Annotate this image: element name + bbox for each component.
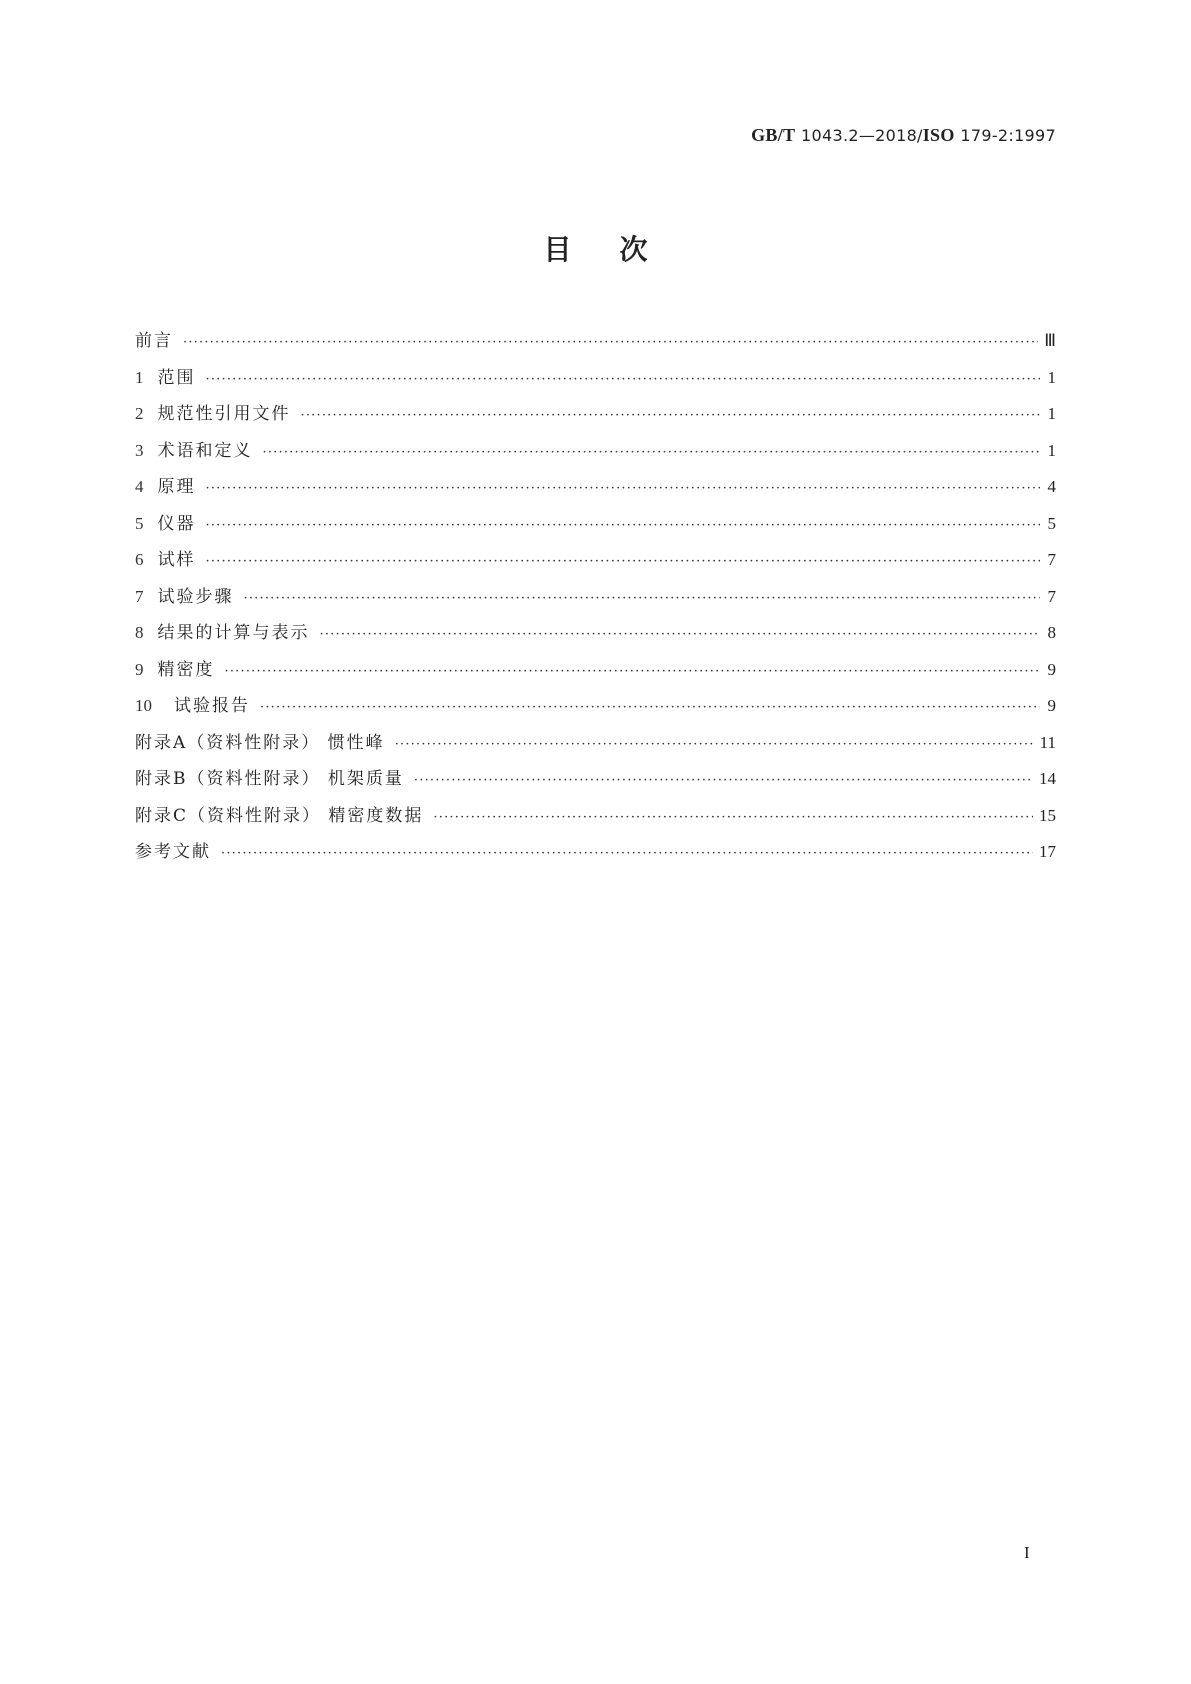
- std-prefix: GB/T: [751, 125, 796, 145]
- toc-dot-leader: [301, 408, 1041, 423]
- toc-entry-number: 7: [135, 586, 144, 606]
- toc-entry-page: 15: [1039, 805, 1056, 825]
- toc-dot-leader: [206, 518, 1041, 533]
- toc-entry-page: Ⅲ: [1044, 331, 1056, 350]
- toc-entry-page: 11: [1039, 732, 1056, 752]
- toc-dot-leader: [320, 627, 1041, 642]
- toc-entry-number: 1: [135, 367, 144, 387]
- toc-entry-page: 1: [1047, 367, 1056, 387]
- toc-entry-number: 3: [135, 440, 144, 460]
- toc-entry-label: 仪器: [157, 513, 196, 534]
- toc-dot-leader: [263, 445, 1041, 460]
- iso-number: 179-2:1997: [960, 126, 1056, 145]
- toc-entry[interactable]: [135, 545, 1056, 582]
- toc-entry-number: 4: [135, 477, 144, 496]
- toc-dot-leader: [414, 773, 1033, 788]
- toc-entry-label: 试验报告: [174, 696, 250, 716]
- toc-entry-label: 前言: [135, 331, 173, 351]
- toc-entry-label: 附录C（资料性附录） 精密度数据: [135, 805, 424, 826]
- toc-entry[interactable]: [135, 436, 1056, 473]
- toc-dot-leader: [221, 846, 1033, 861]
- toc-entry[interactable]: [135, 582, 1056, 619]
- toc-dot-leader: [206, 372, 1041, 387]
- toc-entry-number: 9: [135, 659, 144, 679]
- toc-entry[interactable]: [135, 691, 1056, 728]
- toc-entry-label: 试验步骤: [157, 586, 234, 607]
- toc-entry[interactable]: [135, 837, 1056, 874]
- table-of-contents: [135, 326, 1056, 874]
- toc-entry-page: 1: [1047, 404, 1056, 423]
- toc-entry-label: 术语和定义: [157, 440, 253, 461]
- toc-entry-page: 7: [1047, 586, 1056, 606]
- toc-entry-page: 5: [1047, 513, 1056, 533]
- toc-dot-leader: [225, 664, 1041, 679]
- toc-dot-leader: [433, 810, 1033, 825]
- toc-entry-label: 范围: [157, 367, 196, 388]
- toc-entry-label: 结果的计算与表示: [157, 623, 310, 643]
- toc-dot-leader: [206, 554, 1041, 569]
- toc-entry[interactable]: [135, 764, 1056, 801]
- toc-entry-page: 1: [1047, 440, 1056, 460]
- toc-entry-page: 9: [1047, 659, 1056, 679]
- toc-entry-number: 10: [135, 696, 152, 715]
- std-number: 1043.2—2018/: [801, 126, 923, 145]
- toc-dot-leader: [244, 591, 1041, 606]
- toc-entry-number: 5: [135, 513, 144, 533]
- toc-entry[interactable]: [135, 618, 1056, 655]
- toc-entry[interactable]: [135, 326, 1056, 363]
- toc-entry-label: 附录B（资料性附录） 机架质量: [135, 769, 404, 789]
- toc-entry-number: 6: [135, 550, 144, 569]
- toc-entry-label: 精密度: [157, 659, 215, 680]
- toc-dot-leader: [260, 700, 1040, 715]
- iso-prefix: ISO: [922, 125, 955, 145]
- toc-entry-label: 规范性引用文件: [157, 404, 291, 424]
- toc-entry-label: 附录A（资料性附录） 惯性峰: [135, 732, 385, 753]
- toc-entry[interactable]: [135, 472, 1056, 509]
- toc-dot-leader: [395, 737, 1034, 752]
- toc-entry[interactable]: [135, 509, 1056, 546]
- toc-title: 目次: [543, 233, 696, 266]
- toc-entry-page: 8: [1047, 623, 1056, 642]
- toc-entry-number: 2: [135, 404, 144, 423]
- toc-entry[interactable]: [135, 801, 1056, 838]
- standard-header: [751, 125, 1056, 146]
- toc-entry[interactable]: [135, 363, 1056, 400]
- toc-entry-label: 参考文献: [135, 842, 211, 862]
- toc-dot-leader: [183, 335, 1038, 350]
- toc-entry-number: 8: [135, 623, 144, 642]
- page-number: I: [1024, 1543, 1030, 1562]
- toc-entry[interactable]: [135, 655, 1056, 692]
- toc-entry-page: 4: [1047, 477, 1056, 496]
- toc-entry[interactable]: [135, 399, 1056, 436]
- toc-entry-page: 9: [1047, 696, 1056, 715]
- toc-entry-label: 试样: [157, 550, 196, 570]
- toc-entry-page: 14: [1039, 769, 1056, 788]
- toc-entry-page: 7: [1047, 550, 1056, 569]
- toc-entry-page: 17: [1039, 842, 1056, 861]
- toc-entry-label: 原理: [157, 477, 196, 497]
- toc-entry[interactable]: [135, 728, 1056, 765]
- toc-dot-leader: [206, 481, 1041, 496]
